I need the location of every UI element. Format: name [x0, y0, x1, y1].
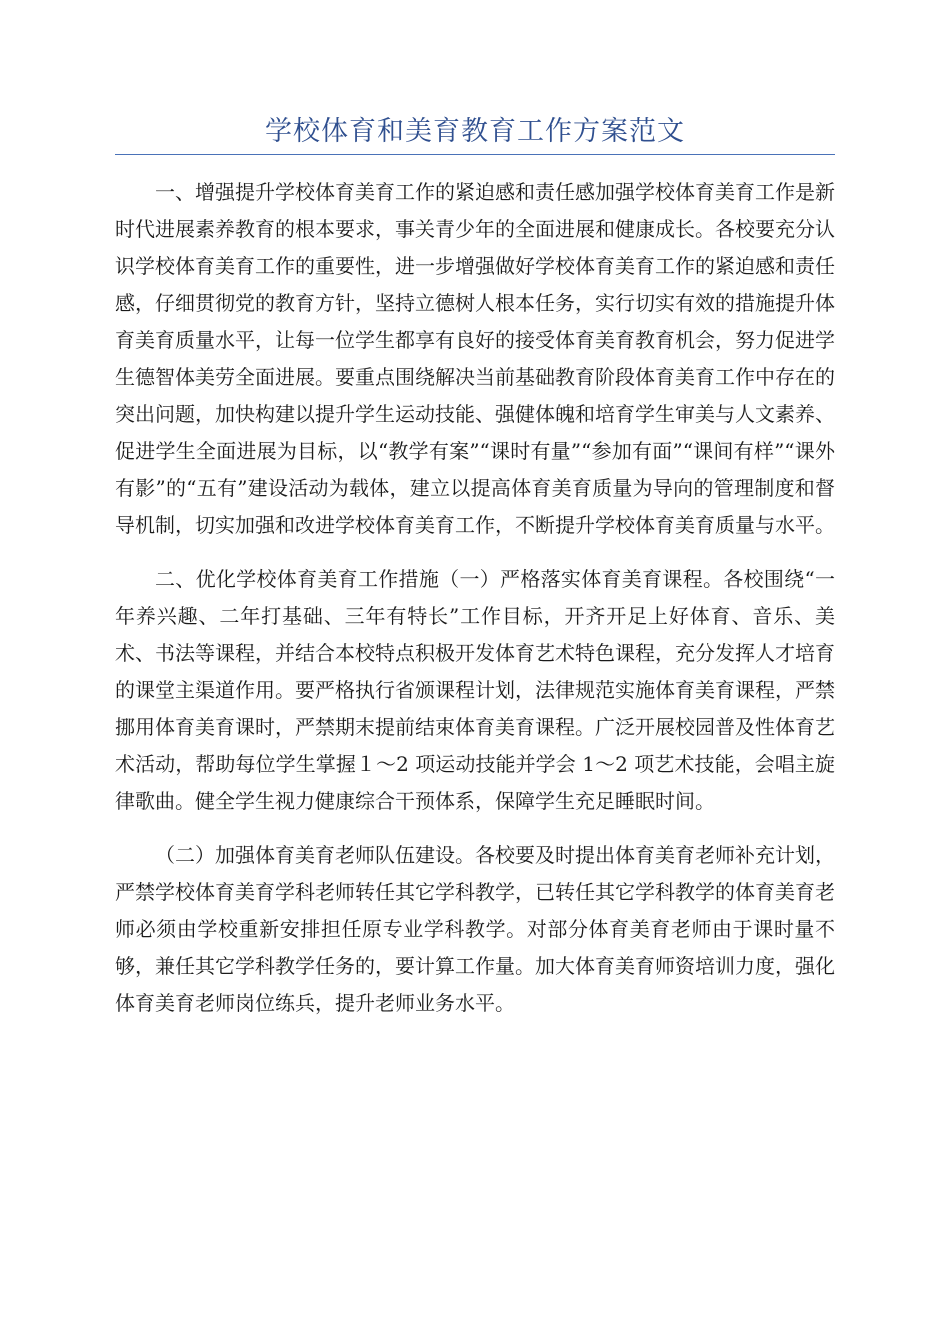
- paragraph-2: 二、优化学校体育美育工作措施（一）严格落实体育美育课程。各校围绕“一年养兴趣、二年打基础、三年有特长”工作目标，开齐开足上好体育、音乐、美术、书法等课程，并结合本校特点积极开发体育艺术特色课程，充分发挥人才培育的课堂主渠道作用。要严格执行省颁课程计划，法律规范实施体育美育课程，严禁挪用体育美育课时，严禁期末提前结束体育美育课程。广泛开展校园普及性体育艺术活动，帮助每位学生掌握１～2 项运动技能并学会 1～2 项艺术技能，会唱主旋律歌曲。健全学生视力健康综合干预体系，保障学生充足睡眠时间。: [115, 567, 835, 813]
- document-body: [115, 174, 835, 1022]
- title-underline: [115, 154, 835, 155]
- paragraph-3: （二）加强体育美育老师队伍建设。各校要及时提出体育美育老师补充计划，严禁学校体育美育学科老师转任其它学科教学，已转任其它学科教学的体育美育老师必须由学校重新安排担任原专业学科教学。对部分体育美育老师由于课时量不够，兼任其它学科教学任务的，要计算工作量。加大体育美育师资培训力度，强化体育美育老师岗位练兵，提升老师业务水平。: [115, 843, 835, 1015]
- document-title: 学校体育和美育教育工作方案范文: [265, 116, 685, 147]
- paragraph-1: 一、增强提升学校体育美育工作的紧迫感和责任感加强学校体育美育工作是新时代进展素养教育的根本要求，事关青少年的全面进展和健康成长。各校要充分认识学校体育美育工作的重要性，进一步增强做好学校体育美育工作的紧迫感和责任感，仔细贯彻党的教育方针，坚持立德树人根本任务，实行切实有效的措施提升体育美育质量水平，让每一位学生都享有良好的接受体育美育教育机会，努力促进学生德智体美劳全面进展。要重点围绕解决当前基础教育阶段体育美育工作中存在的突出问题，加快构建以提升学生运动技能、强健体魄和培育学生审美与人文素养、促进学生全面进展为目标，以“教学有案”“课时有量”“参加有面”“课间有样”“课外有影”的“五有”建设活动为载体，建立以提高体育美育质量为导向的管理制度和督导机制，切实加强和改进学校体育美育工作，不断提升学校体育美育质量与水平。: [115, 180, 835, 537]
